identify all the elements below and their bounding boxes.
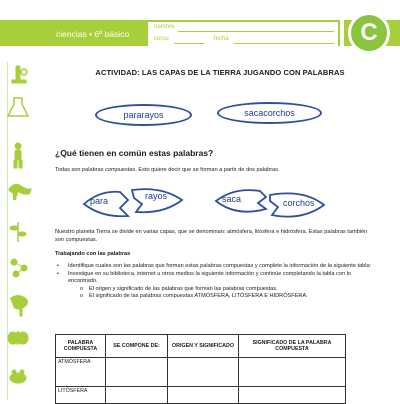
science-logo: C: [348, 12, 390, 54]
instructions-list: [55, 263, 375, 301]
list-item: [55, 263, 375, 271]
sub-instruction-1: El origen y significado de las palabras que forman las palabras compuestas.: [89, 285, 278, 292]
butterfly-icon: [8, 332, 28, 344]
answer-cell[interactable]: [239, 358, 346, 387]
sub-instruction-2: El significado de las palabras compuestas ATMÓSFERA, LITÓSFERA E HIDRÓSFERA.: [89, 293, 308, 299]
name-label: nombre: [154, 24, 175, 30]
intro-text-start: Todas son palabras: [55, 167, 106, 173]
date-label: fecha: [214, 36, 229, 42]
sub-bullet-icon: o: [80, 285, 84, 292]
answer-cell[interactable]: [168, 387, 239, 404]
subject-label: ciencias • 6º básico: [56, 29, 130, 39]
activity-title: ACTIVIDAD: LAS CAPAS DE LA TIERRA JUGANDO CON PALABRAS: [95, 68, 345, 77]
words-table: [55, 334, 346, 404]
list-item: [55, 271, 375, 286]
sub-bullet-icon: o: [80, 293, 84, 299]
list-item: [55, 286, 375, 294]
answer-cell[interactable]: [106, 387, 168, 404]
intro-text-end: . Esto quiere decir que se forman a partir de dos palabras.: [135, 167, 280, 173]
table-row: [56, 358, 346, 387]
student-info-box: [148, 22, 338, 46]
flask-icon: [8, 98, 28, 116]
course-label: curso: [154, 36, 169, 42]
plant-icon: [10, 222, 26, 242]
table-row: [56, 387, 346, 404]
work-heading: Trabajando con las palabras: [55, 251, 131, 257]
frog-icon: [10, 370, 26, 383]
lizard-icon: [10, 295, 28, 316]
person-icon: [14, 143, 22, 168]
piece-text-saca: saca: [222, 194, 242, 204]
column-header: PALABRA COMPUESTA: [56, 335, 106, 358]
piece-text-rayos: rayos: [145, 191, 168, 201]
row-label: LITÓSFERA: [56, 387, 106, 404]
decorative-sidebar: [0, 62, 40, 400]
question-heading: ¿Qué tienen en común estas palabras?: [55, 148, 214, 158]
piece-text-para: para: [90, 196, 109, 206]
list-item: [55, 293, 375, 301]
column-header: ORIGEN Y SIGNIFICADO: [168, 335, 239, 358]
dinosaur-icon: [8, 184, 32, 200]
word-pill-pararayos: pararayos: [95, 104, 192, 126]
worksheet-header: [0, 0, 400, 62]
date-line[interactable]: [234, 43, 334, 44]
row-label: ATMÓSFERA: [56, 358, 106, 387]
answer-cell[interactable]: [106, 358, 168, 387]
planet-paragraph: Nuestro planeta Tierra se divide en varias capas, que se denominan: atmósfera, litósfera e hidrósfera. Estas palabras también son compuestas.: [55, 229, 368, 243]
bullet-icon: •: [57, 270, 59, 277]
microscope-icon: [12, 66, 27, 83]
answer-cell[interactable]: [239, 387, 346, 404]
word-pill-sacacorchos: sacacorchos: [217, 102, 322, 124]
name-line[interactable]: [178, 31, 334, 32]
molecule-icon: [11, 259, 27, 277]
column-header: SE COMPONE DE:: [106, 335, 168, 358]
instruction-1: Identifique cuales son las palabras que forman estas palabras compuestas y complete la información de la siguiente tabla:: [68, 263, 372, 269]
answer-cell[interactable]: [168, 358, 239, 387]
course-line[interactable]: [174, 43, 204, 44]
intro-emphasis: compuestas: [105, 167, 136, 173]
intro-paragraph: [55, 166, 370, 174]
bullet-icon: •: [57, 263, 59, 269]
piece-text-corchos: corchos: [283, 198, 315, 208]
column-header: SIGNIFICADO DE LA PALABRA COMPUESTA: [239, 335, 346, 358]
instruction-2: Investigue en su biblioteca, internet u otros medios la siguiente información y continúe completando la tabla con lo encontrado.: [68, 270, 351, 284]
table-header-row: [56, 335, 346, 358]
